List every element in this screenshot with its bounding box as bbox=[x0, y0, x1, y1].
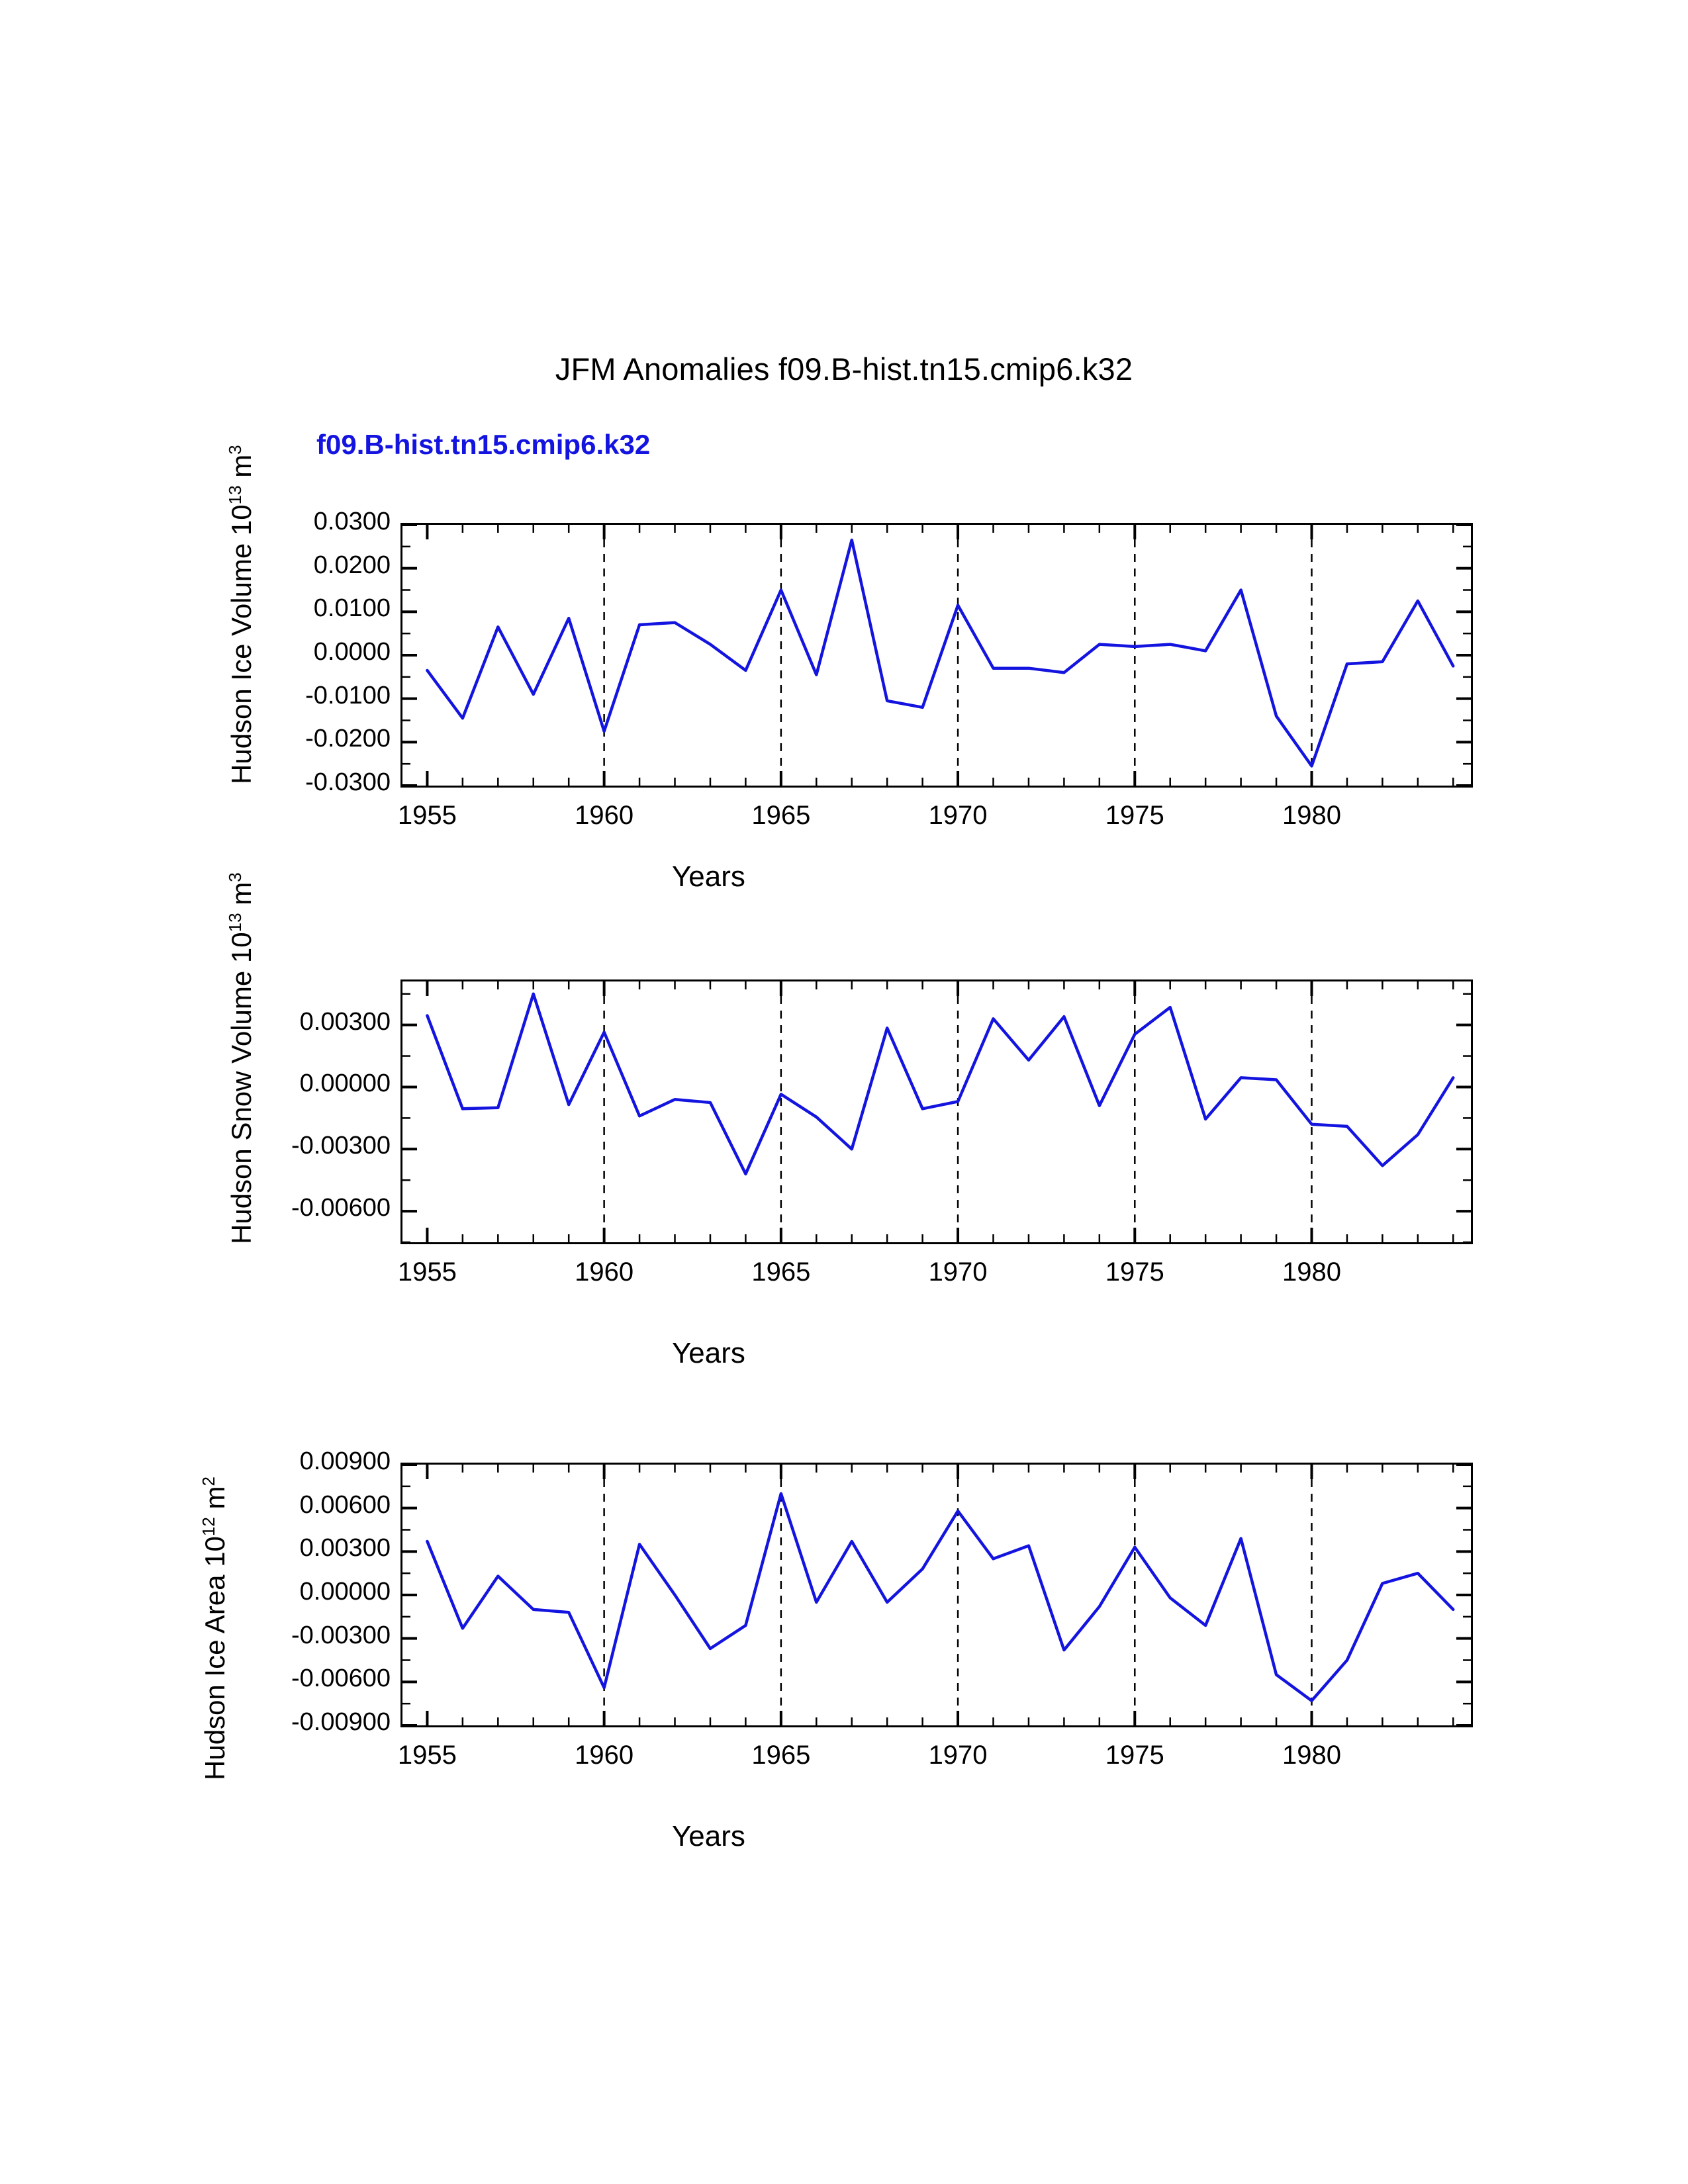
y-tick-label: 0.00900 bbox=[299, 1447, 391, 1475]
x-tick-label: 1980 bbox=[1282, 1257, 1341, 1287]
x-axis-label-ice-area: Years bbox=[672, 1820, 745, 1852]
y-axis-label-snow-volume bbox=[225, 872, 258, 1244]
y-tick-label: -0.00600 bbox=[291, 1194, 391, 1222]
x-tick-label: 1960 bbox=[575, 1257, 634, 1287]
y-axis-label-exp: 13 bbox=[225, 913, 245, 933]
x-tick-label: 1980 bbox=[1282, 801, 1341, 830]
y-tick-label: 0.00300 bbox=[299, 1007, 391, 1036]
y-tick-label: 0.0200 bbox=[313, 551, 391, 579]
x-tick-label: 1965 bbox=[751, 1257, 811, 1287]
y-axis-unit-exp: 2 bbox=[199, 1477, 218, 1486]
y-tick-label: -0.00600 bbox=[291, 1664, 391, 1693]
y-axis-label-text: Hudson Ice Area 10 bbox=[199, 1536, 230, 1780]
y-tick-label: -0.00900 bbox=[291, 1708, 391, 1736]
y-tick-label: 0.00600 bbox=[299, 1490, 391, 1519]
x-tick-label: 1960 bbox=[575, 801, 634, 830]
x-tick-label: 1955 bbox=[397, 1257, 457, 1287]
y-tick-label: 0.0100 bbox=[313, 594, 391, 623]
y-axis-label-exp: 13 bbox=[225, 485, 245, 505]
y-axis-label-text: Hudson Snow Volume 10 bbox=[226, 932, 257, 1244]
x-tick-label: 1965 bbox=[751, 801, 811, 830]
x-tick-label: 1955 bbox=[397, 801, 457, 830]
y-tick-label: -0.00300 bbox=[291, 1621, 391, 1649]
page-title: JFM Anomalies f09.B-hist.tn15.cmip6.k32 bbox=[555, 351, 1133, 387]
x-tick-label: 1965 bbox=[751, 1741, 811, 1770]
y-axis-label-text: Hudson Ice Volume 10 bbox=[226, 504, 257, 784]
y-tick-label: 0.0300 bbox=[313, 508, 391, 535]
x-tick-label: 1970 bbox=[928, 1741, 988, 1770]
x-tick-label: 1955 bbox=[397, 1741, 457, 1770]
y-axis-unit: m bbox=[226, 454, 257, 486]
legend-series-label bbox=[316, 429, 650, 461]
x-tick-label: 1975 bbox=[1105, 1257, 1164, 1287]
y-tick-label: -0.0100 bbox=[305, 681, 391, 709]
plot-lines-snow-volume bbox=[402, 981, 1471, 1242]
x-tick-label: 1980 bbox=[1282, 1741, 1341, 1770]
x-tick-label: 1970 bbox=[928, 1257, 988, 1287]
y-tick-label: -0.00300 bbox=[291, 1132, 391, 1160]
plot-area-ice-volume bbox=[400, 523, 1473, 788]
y-axis-label-exp: 12 bbox=[199, 1517, 218, 1537]
y-tick-label: -0.0200 bbox=[305, 725, 391, 753]
y-axis-unit: m bbox=[199, 1486, 230, 1518]
legend-series-text: f09.B-hist.tn15.cmip6.k32 bbox=[316, 429, 651, 460]
y-axis-unit: m bbox=[226, 882, 257, 913]
y-axis-unit-exp: 3 bbox=[225, 445, 245, 455]
y-tick-label: 0.00000 bbox=[299, 1578, 391, 1606]
plot-lines-ice-area bbox=[402, 1465, 1471, 1725]
x-tick-label: 1975 bbox=[1105, 1741, 1164, 1770]
x-axis-label-snow-volume: Years bbox=[672, 1337, 745, 1369]
plot-lines-ice-volume bbox=[402, 525, 1471, 786]
plot-area-ice-area bbox=[400, 1463, 1473, 1727]
y-axis-unit-exp: 3 bbox=[225, 872, 245, 882]
plot-area-snow-volume bbox=[400, 979, 1473, 1244]
y-tick-label: -0.0300 bbox=[305, 768, 391, 796]
y-tick-label: 0.00300 bbox=[299, 1534, 391, 1563]
x-tick-label: 1975 bbox=[1105, 801, 1164, 830]
x-tick-label: 1970 bbox=[928, 801, 988, 830]
y-tick-label: 0.0000 bbox=[313, 638, 391, 666]
x-axis-label-ice-volume: Years bbox=[672, 860, 745, 893]
x-tick-label: 1960 bbox=[575, 1741, 634, 1770]
y-tick-label: 0.00000 bbox=[299, 1069, 391, 1098]
